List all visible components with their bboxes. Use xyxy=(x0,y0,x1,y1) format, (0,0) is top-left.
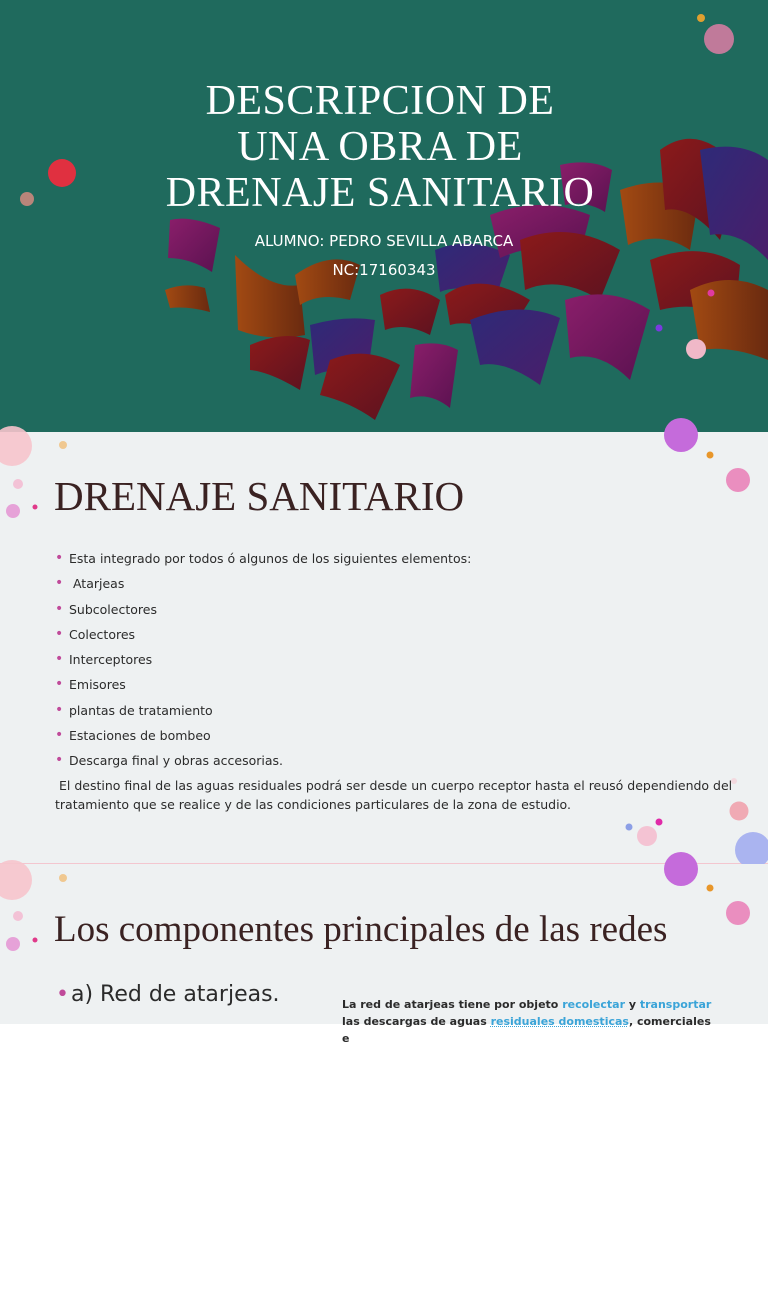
bullet-icon: • xyxy=(55,727,64,744)
list-item-text: Subcolectores xyxy=(69,601,157,617)
bullet-icon: • xyxy=(55,701,64,718)
highlight-link[interactable]: recolectar xyxy=(562,998,626,1011)
student-name: ALUMNO: PEDRO SEVILLA ABARCA xyxy=(254,232,514,250)
bullet-icon: • xyxy=(55,752,64,769)
list-item xyxy=(55,626,471,651)
list-item xyxy=(55,702,471,727)
list-item-text: Interceptores xyxy=(69,652,153,668)
bullet-icon: • xyxy=(55,651,64,668)
slide-heading: Los componentes principales de las redes xyxy=(54,909,668,950)
paragraph-text: y xyxy=(625,998,640,1011)
list-item xyxy=(55,575,471,600)
slide-heading: DRENAJE SANITARIO xyxy=(54,473,465,519)
list-item-text: Estaciones de bombeo xyxy=(69,728,211,744)
bullet-icon: • xyxy=(55,625,64,642)
title-line-3: DRENAJE SANITARIO xyxy=(165,170,595,216)
list-item-text: Emisores xyxy=(69,677,126,693)
title-slide xyxy=(0,0,768,432)
section-subheading xyxy=(56,982,280,1007)
highlight-link[interactable]: residuales domesticas xyxy=(490,1015,629,1028)
list-item xyxy=(55,727,471,752)
destination-paragraph: El destino final de las aguas residuales podrá ser desde un cuerpo receptor hasta el reusó dependiendo del tratamiento que se realice y de las condiciones particulares de la zona de estudio. xyxy=(55,778,737,812)
atarjeas-paragraph xyxy=(342,996,722,1047)
list-item xyxy=(55,676,471,701)
list-item-text: plantas de tratamiento xyxy=(69,702,213,718)
content-slide-componentes xyxy=(0,864,768,1045)
paragraph-text: La red de atarjeas tiene por objeto xyxy=(342,998,563,1011)
bullet-icon: • xyxy=(55,550,64,566)
title-line-2: UNA OBRA DE xyxy=(237,124,523,170)
list-item xyxy=(55,550,471,575)
control-number: NC:17160343 xyxy=(332,261,436,279)
bullet-icon: • xyxy=(55,600,64,617)
bullet-icon: • xyxy=(55,676,64,693)
paragraph-text: , comerciales e xyxy=(342,1015,711,1045)
title-line-1: DESCRIPCION DE xyxy=(205,78,555,124)
presentation-title xyxy=(120,78,640,216)
paragraph-text: las descargas de aguas xyxy=(342,1015,491,1028)
subheading-text: a) Red de atarjeas. xyxy=(70,982,280,1007)
list-item xyxy=(55,651,471,676)
bullet-icon: • xyxy=(55,575,64,592)
content-slide-drenaje xyxy=(0,432,768,864)
list-item-text: Atarjeas xyxy=(69,576,125,592)
list-item xyxy=(55,752,471,777)
elements-list xyxy=(55,550,471,778)
bullet-icon: • xyxy=(56,982,69,1007)
list-item xyxy=(55,601,471,626)
abstract-ribbons-art xyxy=(0,0,768,432)
list-item-text: Esta integrado por todos ó algunos de los siguientes elementos: xyxy=(69,551,472,566)
list-item-text: Descarga final y obras accesorias. xyxy=(69,753,284,769)
highlight-link[interactable]: transportar xyxy=(639,998,712,1011)
list-item-text: Colectores xyxy=(69,626,136,642)
